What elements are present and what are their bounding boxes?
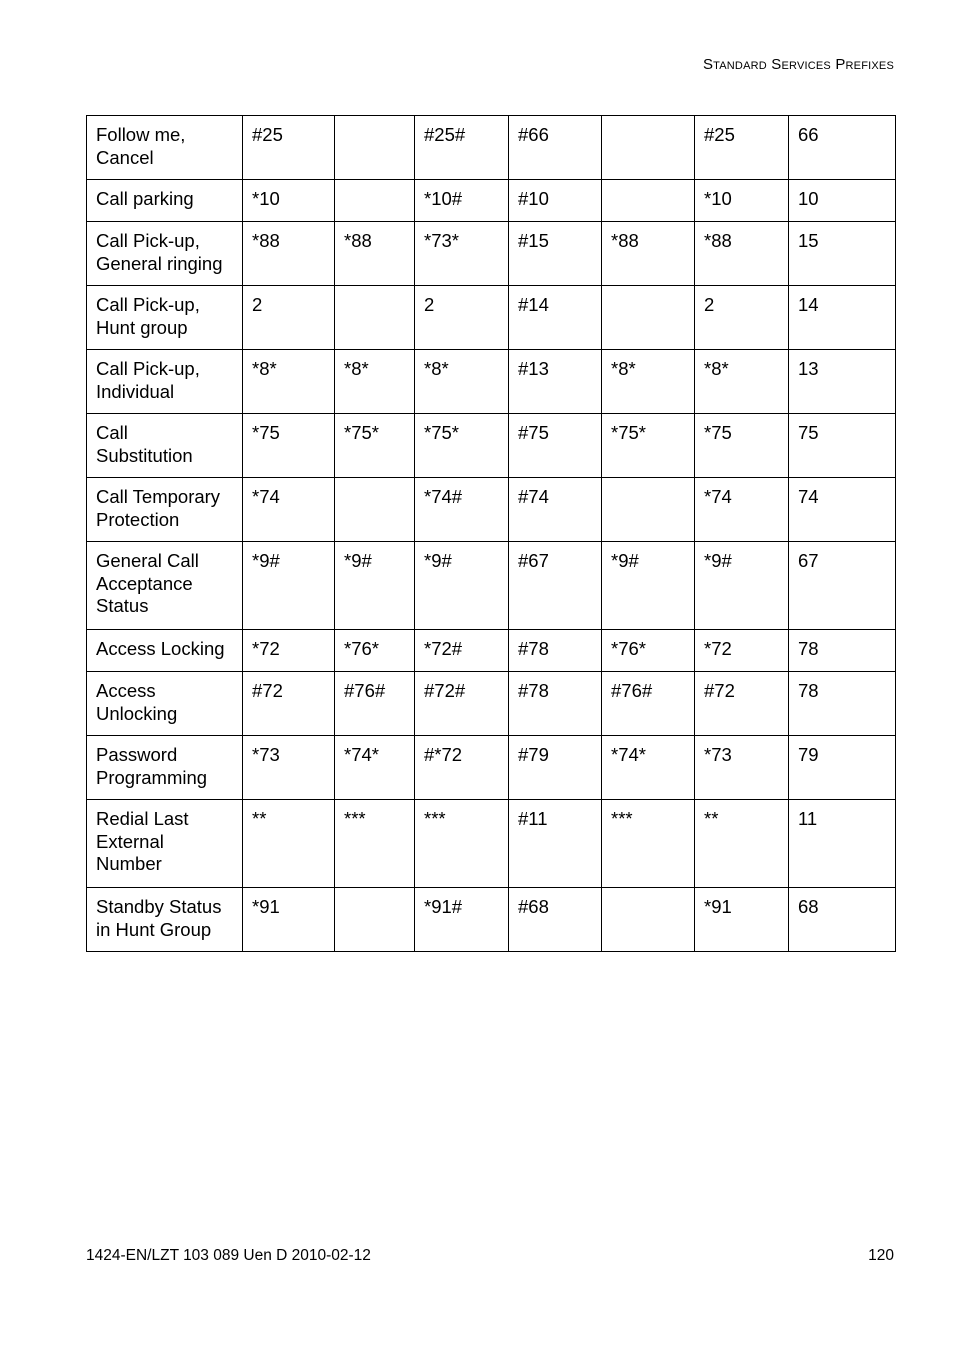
prefix-cell: #75 [509, 414, 602, 478]
page-number: 120 [868, 1247, 894, 1264]
prefix-cell: #*72 [415, 736, 509, 800]
prefix-cell: #76# [602, 672, 695, 736]
prefix-cell: *8* [415, 350, 509, 414]
prefix-cell [335, 478, 415, 542]
prefix-cell: *74 [243, 478, 335, 542]
prefix-cell [602, 180, 695, 222]
service-name-cell: General Call Acceptance Status [87, 542, 243, 630]
document-id: 1424-EN/LZT 103 089 Uen D 2010-02-12 [86, 1247, 371, 1264]
table-row [87, 222, 896, 286]
prefix-cell: #25 [695, 116, 789, 180]
prefix-cell: *10 [243, 180, 335, 222]
prefix-cell: 15 [789, 222, 896, 286]
prefix-cell: #66 [509, 116, 602, 180]
prefix-cell: #13 [509, 350, 602, 414]
prefix-cell [335, 888, 415, 952]
table-row [87, 672, 896, 736]
service-name-cell: Call Pick-up, Individual [87, 350, 243, 414]
prefix-cell: *72 [695, 630, 789, 672]
prefix-cell: #78 [509, 630, 602, 672]
service-name-cell: Standby Status in Hunt Group [87, 888, 243, 952]
prefix-cell: *76* [602, 630, 695, 672]
service-name-cell: Access Unlocking [87, 672, 243, 736]
prefix-cell: #11 [509, 800, 602, 888]
prefix-cell: 2 [243, 286, 335, 350]
prefix-cell: *9# [415, 542, 509, 630]
prefix-cell [602, 116, 695, 180]
prefix-cell: *9# [602, 542, 695, 630]
prefix-cell: #74 [509, 478, 602, 542]
prefix-cell: 78 [789, 630, 896, 672]
prefix-cell: *8* [602, 350, 695, 414]
prefix-cell: ** [695, 800, 789, 888]
prefix-cell: *8* [695, 350, 789, 414]
running-header: Standard Services Prefixes [702, 56, 894, 73]
prefix-cell: *72 [243, 630, 335, 672]
service-name-cell: Call Pick-up, Hunt group [87, 286, 243, 350]
prefix-cell: 13 [789, 350, 896, 414]
table-row [87, 116, 896, 180]
prefix-cell [335, 116, 415, 180]
prefix-cell: #76# [335, 672, 415, 736]
prefix-cell: *75* [602, 414, 695, 478]
table-body [87, 116, 896, 952]
prefix-cell: 2 [695, 286, 789, 350]
prefix-cell: *73 [243, 736, 335, 800]
prefix-cell: *88 [602, 222, 695, 286]
table-row [87, 414, 896, 478]
prefix-cell: #10 [509, 180, 602, 222]
prefix-cell: #72 [243, 672, 335, 736]
prefix-cell: *8* [243, 350, 335, 414]
prefix-table [86, 115, 896, 952]
prefix-cell: *76* [335, 630, 415, 672]
service-name-cell: Call Temporary Protection [87, 478, 243, 542]
prefix-cell: *88 [243, 222, 335, 286]
service-name-cell: Redial Last External Number [87, 800, 243, 888]
service-name-cell: Call parking [87, 180, 243, 222]
prefix-cell: #25 [243, 116, 335, 180]
prefix-cell: #72 [695, 672, 789, 736]
prefix-cell [602, 478, 695, 542]
prefix-cell [602, 286, 695, 350]
prefix-cell: *9# [695, 542, 789, 630]
prefix-cell [335, 286, 415, 350]
prefix-cell: *** [335, 800, 415, 888]
service-name-cell: Call Pick-up, General ringing [87, 222, 243, 286]
prefix-cell: *** [602, 800, 695, 888]
prefix-cell: *9# [335, 542, 415, 630]
table-row [87, 542, 896, 630]
prefix-cell: *75 [243, 414, 335, 478]
prefix-cell: *75* [415, 414, 509, 478]
prefix-cell: *** [415, 800, 509, 888]
prefix-cell: *88 [695, 222, 789, 286]
prefix-cell: #78 [509, 672, 602, 736]
prefix-cell: ** [243, 800, 335, 888]
service-name-cell: Call Substitution [87, 414, 243, 478]
service-name-cell: Access Locking [87, 630, 243, 672]
prefix-cell: 14 [789, 286, 896, 350]
table-row [87, 180, 896, 222]
prefix-cell: *75 [695, 414, 789, 478]
prefix-cell: #15 [509, 222, 602, 286]
prefix-cell: #67 [509, 542, 602, 630]
table-row [87, 736, 896, 800]
prefix-cell: *8* [335, 350, 415, 414]
prefix-cell: *10 [695, 180, 789, 222]
prefix-cell [335, 180, 415, 222]
prefix-cell: *75* [335, 414, 415, 478]
table-row [87, 630, 896, 672]
prefix-cell: 74 [789, 478, 896, 542]
prefix-cell: #68 [509, 888, 602, 952]
prefix-cell: #14 [509, 286, 602, 350]
prefix-cell: 66 [789, 116, 896, 180]
prefix-cell [602, 888, 695, 952]
prefix-cell: #25# [415, 116, 509, 180]
prefix-cell: *74 [695, 478, 789, 542]
prefix-cell: *74* [335, 736, 415, 800]
prefix-cell: *91# [415, 888, 509, 952]
prefix-cell: 10 [789, 180, 896, 222]
prefix-cell: *9# [243, 542, 335, 630]
prefix-cell: 11 [789, 800, 896, 888]
prefix-cell: *74# [415, 478, 509, 542]
table-row [87, 800, 896, 888]
prefix-cell: *72# [415, 630, 509, 672]
prefix-cell: *10# [415, 180, 509, 222]
service-name-cell: Follow me, Cancel [87, 116, 243, 180]
prefix-cell: *91 [243, 888, 335, 952]
prefix-cell: 78 [789, 672, 896, 736]
prefix-cell: #72# [415, 672, 509, 736]
prefix-cell: *74* [602, 736, 695, 800]
table-row [87, 286, 896, 350]
prefix-cell: 68 [789, 888, 896, 952]
prefix-cell: *73* [415, 222, 509, 286]
prefix-cell: #79 [509, 736, 602, 800]
prefix-cell: 2 [415, 286, 509, 350]
prefix-cell: 67 [789, 542, 896, 630]
prefix-cell: *73 [695, 736, 789, 800]
prefix-cell: *88 [335, 222, 415, 286]
service-name-cell: Password Programming [87, 736, 243, 800]
prefix-cell: *91 [695, 888, 789, 952]
table-row [87, 478, 896, 542]
prefix-cell: 79 [789, 736, 896, 800]
prefix-cell: 75 [789, 414, 896, 478]
table-row [87, 888, 896, 952]
table-row [87, 350, 896, 414]
